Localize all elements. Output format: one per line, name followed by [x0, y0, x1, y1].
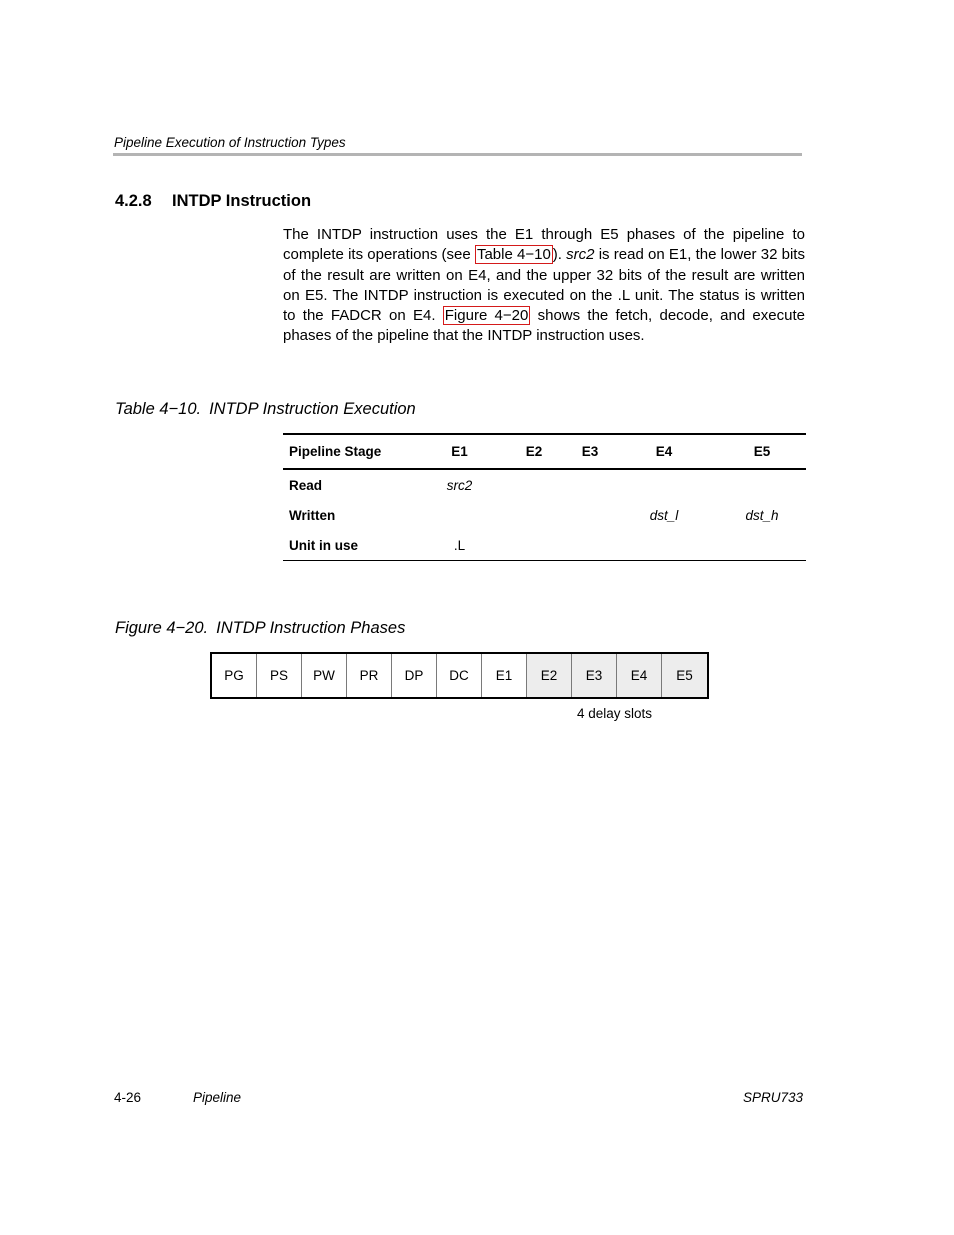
body-paragraph	[283, 225, 805, 347]
running-header: Pipeline Execution of Instruction Types	[114, 135, 346, 150]
table-row	[283, 469, 806, 500]
footer-chapter: Pipeline	[193, 1090, 242, 1105]
pipeline-phase-e2: E2	[526, 654, 571, 697]
value-cell	[421, 500, 498, 530]
pipeline-phase-ps: PS	[256, 654, 301, 697]
column-header: E3	[581, 444, 599, 459]
pipeline-phase-pw: PW	[301, 654, 346, 697]
value-cell	[570, 530, 610, 561]
section-title: INTDP Instruction	[172, 192, 312, 210]
value-cell	[718, 469, 806, 500]
operand-src2: src2	[566, 246, 595, 264]
value-cell	[498, 530, 570, 561]
figure-caption-label: Figure 4−20.	[115, 619, 209, 637]
body-text-segment: shows the fetch, decode, and execute phases of the pipeline that the INTDP instruction uses.	[283, 307, 805, 345]
stage-cell: Written	[289, 507, 336, 523]
value-cell	[718, 530, 806, 561]
column-header: E5	[753, 444, 771, 459]
pipeline-phases-diagram	[210, 652, 709, 699]
pipeline-phase-dp: DP	[391, 654, 436, 697]
stage-cell: Unit in use	[289, 537, 359, 553]
pipeline-phase-pr: PR	[346, 654, 391, 697]
figure-reference-link[interactable]: Figure 4−20	[444, 307, 529, 325]
stage-cell: Read	[289, 477, 323, 493]
table-row	[283, 500, 806, 530]
pipeline-phase-pg: PG	[212, 654, 256, 697]
value-cell: dst_h	[745, 507, 779, 523]
body-text-segment: ).	[552, 246, 567, 264]
pipeline-phase-dc: DC	[436, 654, 481, 697]
table-caption	[115, 400, 416, 419]
figure-caption	[115, 619, 405, 638]
column-header: Pipeline Stage	[289, 444, 382, 459]
footer-page-number: 4-26	[114, 1090, 142, 1105]
pipeline-phase-e5: E5	[661, 654, 707, 697]
column-header: E2	[525, 444, 543, 459]
value-cell	[570, 500, 610, 530]
footer-doc-id: SPRU733	[742, 1090, 803, 1105]
table-caption-label: Table 4−10.	[115, 400, 202, 418]
body-text-segment: The INTDP instruction uses the E1 through E5 phases of the pipeline to complete its operations (see	[283, 226, 805, 264]
value-cell: src2	[446, 477, 473, 493]
table-header-row	[283, 434, 806, 469]
value-cell	[610, 469, 718, 500]
table-row	[283, 530, 806, 561]
section-number: 4.2.8	[115, 192, 152, 210]
column-header: E1	[451, 444, 468, 459]
pipeline-phase-e3: E3	[571, 654, 616, 697]
pipeline-phase-e1: E1	[481, 654, 526, 697]
value-cell	[498, 469, 570, 500]
pipeline-phase-e4: E4	[616, 654, 661, 697]
table-caption-title: INTDP Instruction Execution	[209, 400, 416, 418]
column-header: E4	[655, 444, 673, 459]
delay-slots-label: 4 delay slots	[577, 706, 653, 721]
value-cell	[610, 530, 718, 561]
body-text-segment: is read on E1, the lower 32 bits of the result are written on E4, and the upper 32 bits of the result are written on E5. The INTDP instruction is executed on the .L unit. The status is written to the FADCR on E4.	[283, 246, 805, 325]
execution-table	[283, 433, 806, 561]
value-cell: dst_l	[649, 507, 679, 523]
section-heading	[115, 192, 311, 211]
header-rule	[113, 153, 802, 156]
value-cell	[570, 469, 610, 500]
value-cell	[498, 500, 570, 530]
table-reference-link[interactable]: Table 4−10	[476, 246, 551, 264]
value-cell: .L	[453, 537, 466, 553]
figure-caption-title: INTDP Instruction Phases	[216, 619, 406, 637]
